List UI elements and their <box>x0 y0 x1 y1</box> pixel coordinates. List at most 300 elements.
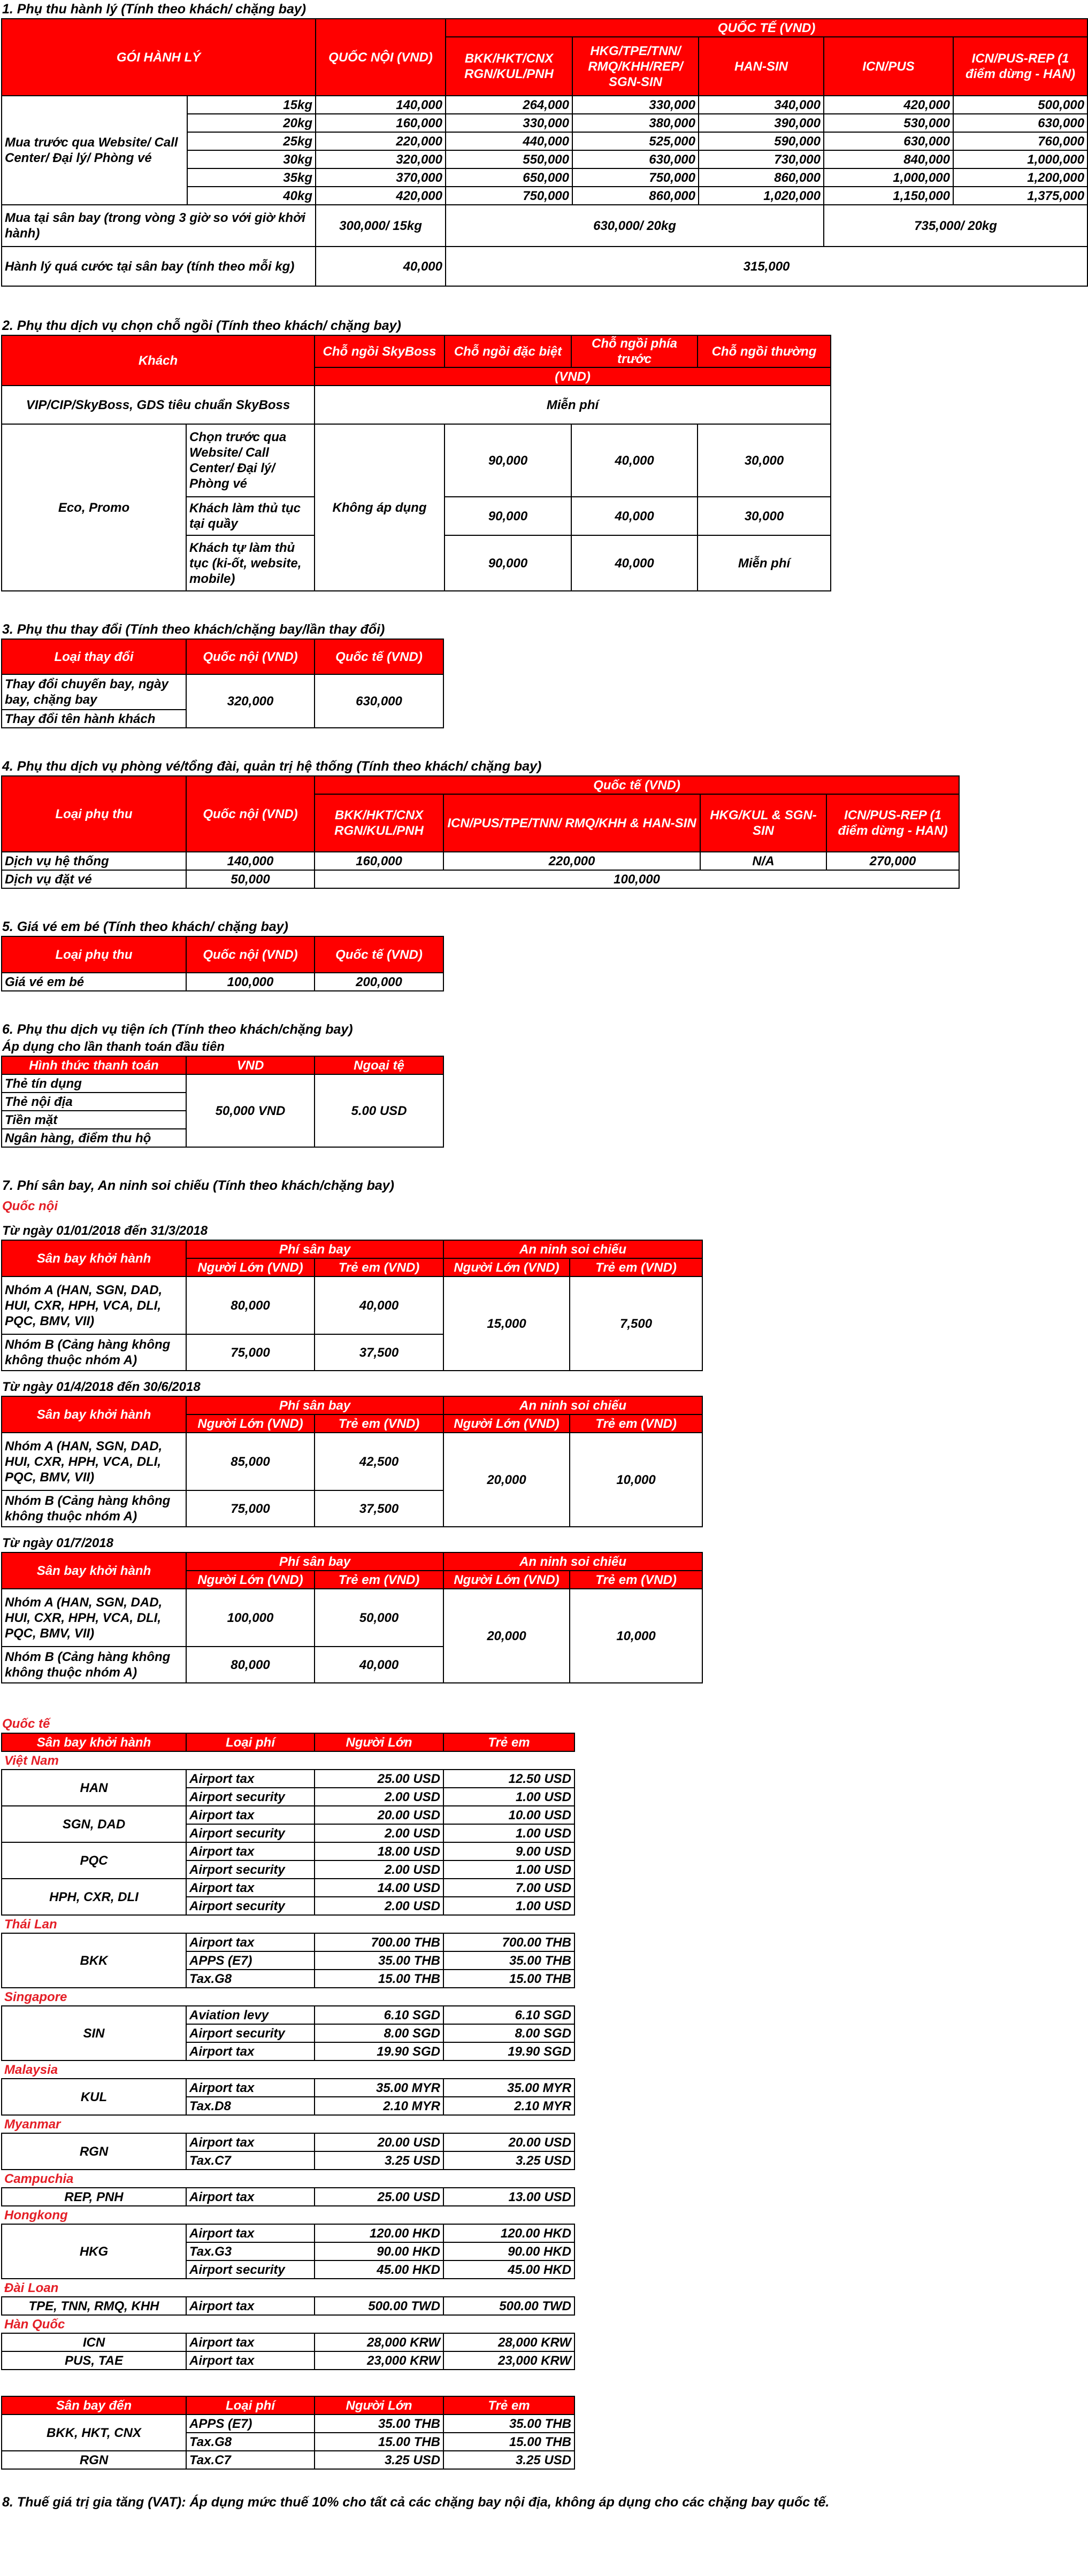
cell: 140,000 <box>316 96 446 114</box>
cell: 23,000 KRW <box>443 2351 574 2370</box>
row-label: Eco, Promo <box>2 424 186 591</box>
row-label: Mua trước qua Website/ Call Center/ Đại lý/ Phòng vé <box>2 96 187 205</box>
fee-type: Tax.G8 <box>186 1970 315 1988</box>
airport-label: PUS, TAE <box>2 2351 186 2370</box>
airport-label: REP, PNH <box>2 2188 186 2206</box>
fee-type: Airport security <box>186 2260 315 2279</box>
cell: 730,000 <box>699 150 824 168</box>
country-group-row <box>2 1915 574 1933</box>
cell: 15.00 THB <box>315 2433 443 2451</box>
col-header: Trẻ em <box>443 2396 574 2414</box>
fee-type: Airport tax <box>186 2188 315 2206</box>
cell: 35.00 THB <box>315 2414 443 2433</box>
col-header: ICN/PUS-REP (1 điểm dừng - HAN) <box>953 37 1087 96</box>
table-row <box>2 1240 702 1258</box>
cell: 80,000 <box>186 1277 315 1334</box>
col-header: Chỗ ngồi phía trước <box>571 335 698 367</box>
section-infant <box>1 918 1088 991</box>
cell: 1,000,000 <box>953 150 1087 168</box>
cell: Không áp dụng <box>315 424 445 591</box>
cell: 40,000 <box>316 247 446 286</box>
cell: 500.00 TWD <box>443 2297 574 2315</box>
col-header: HAN-SIN <box>699 37 824 96</box>
cell: 18.00 USD <box>315 1842 443 1860</box>
table-row <box>2 2079 574 2097</box>
fee-type: Airport security <box>186 1860 315 1879</box>
col-header: Người Lớn (VND) <box>443 1571 570 1589</box>
col-header: HKG/TPE/TNN/ RMQ/KHH/REP/ SGN-SIN <box>572 37 699 96</box>
airport-label: BKK, HKT, CNX <box>2 2414 186 2451</box>
fee-type: APPS (E7) <box>186 2414 315 2433</box>
row-label: 35kg <box>187 168 316 187</box>
cell: 80,000 <box>186 1647 315 1683</box>
country-group-row <box>2 1988 574 2006</box>
cell: 28,000 KRW <box>443 2333 574 2351</box>
cell: 40,000 <box>571 424 698 497</box>
col-header: Trẻ em <box>443 1733 574 1751</box>
cell: 15,000 <box>443 1277 570 1371</box>
cell: 37,500 <box>315 1334 443 1371</box>
fee-type: Tax.G3 <box>186 2242 315 2260</box>
cell: 220,000 <box>316 132 446 150</box>
cell: Miễn phí <box>315 386 831 424</box>
section-title: 8. Thuế giá trị gia tăng (VAT): Áp dụng mức thuế 10% cho tất cả các chặng bay nội địa, không áp dụng cho các chặng bay quốc tế. <box>2 2495 830 2510</box>
row-label: 40kg <box>187 187 316 205</box>
country-group-row <box>2 2060 574 2079</box>
country-label: Hàn Quốc <box>2 2315 574 2333</box>
cell: 85,000 <box>186 1433 315 1490</box>
row-label: Thay đổi tên hành khách <box>2 710 186 728</box>
cell: 10,000 <box>570 1589 702 1683</box>
col-header: Trẻ em (VND) <box>570 1571 702 1589</box>
international-label: Quốc tế <box>2 1717 50 1731</box>
col-header: Chỗ ngồi thường <box>698 335 831 367</box>
cell: 12.50 USD <box>443 1770 574 1788</box>
col-header: ICN/PUS/TPE/TNN/ RMQ/KHH & HAN-SIN <box>443 794 700 852</box>
fee-type: Airport tax <box>186 1770 315 1788</box>
airport-label: PQC <box>2 1842 186 1879</box>
cell: 120.00 HKD <box>315 2224 443 2242</box>
country-label: Hongkong <box>2 2206 574 2224</box>
section-change <box>1 620 1088 728</box>
cell: 35.00 THB <box>443 1951 574 1970</box>
cell: 1,000,000 <box>824 168 953 187</box>
col-header: Quốc nội (VND) <box>186 776 315 852</box>
cell: 90,000 <box>445 497 571 535</box>
cell: 160,000 <box>316 114 446 132</box>
country-group-row <box>2 2206 574 2224</box>
table-row <box>2 2297 574 2315</box>
country-group-row <box>2 2315 574 2333</box>
domestic-fee-table <box>1 1240 703 1371</box>
col-header: An ninh soi chiếu <box>443 1240 702 1258</box>
cell: 390,000 <box>699 114 824 132</box>
cell: 270,000 <box>826 852 959 870</box>
cell: 420,000 <box>316 187 446 205</box>
table-row <box>2 1842 574 1860</box>
col-header: HKG/KUL & SGN-SIN <box>700 794 826 852</box>
fee-type: Airport tax <box>186 2224 315 2242</box>
cell: N/A <box>700 852 826 870</box>
baggage-table <box>1 18 1088 287</box>
country-group-row <box>2 2170 574 2188</box>
col-header: Quốc tế (VND) <box>315 776 959 794</box>
table-row <box>2 1433 702 1490</box>
row-label: Nhóm A (HAN, SGN, DAD, HUI, CXR, HPH, VCA, DLI, PQC, BMV, VII) <box>2 1589 186 1647</box>
cell: 6.10 SGD <box>315 2006 443 2024</box>
period-label: Từ ngày 01/7/2018 <box>2 1536 113 1550</box>
fee-type: Tax.C7 <box>186 2451 315 2469</box>
cell: 45.00 HKD <box>315 2260 443 2279</box>
cell: 35.00 MYR <box>315 2079 443 2097</box>
country-label: Myanmar <box>2 2115 574 2133</box>
cell: 30,000 <box>698 424 831 497</box>
cell: 7.00 USD <box>443 1879 574 1897</box>
cell: 90.00 HKD <box>443 2242 574 2260</box>
cell: 20,000 <box>443 1433 570 1527</box>
fee-type: Airport security <box>186 2024 315 2042</box>
fee-type: Aviation levy <box>186 2006 315 2024</box>
fee-type: Airport tax <box>186 2042 315 2060</box>
cell: 320,000 <box>316 150 446 168</box>
country-label: Malaysia <box>2 2060 574 2079</box>
col-header: Trẻ em (VND) <box>570 1258 702 1277</box>
col-header: Phí sân bay <box>186 1240 443 1258</box>
cell: 2.00 USD <box>315 1860 443 1879</box>
cell: 20,000 <box>443 1589 570 1683</box>
col-header: Người Lớn <box>315 1733 443 1751</box>
table-row <box>2 1277 702 1334</box>
table-row <box>2 2133 574 2151</box>
row-label: Nhóm B (Cảng hàng không không thuộc nhóm A) <box>2 1647 186 1683</box>
col-header: Loại thay đổi <box>2 639 186 674</box>
infant-table <box>1 936 444 991</box>
table-row <box>2 2224 574 2242</box>
cell: 10,000 <box>570 1433 702 1527</box>
cell: 9.00 USD <box>443 1842 574 1860</box>
section-service <box>1 757 1088 889</box>
row-label: Khách tự làm thủ tục (ki-ốt, website, mobile) <box>186 535 315 591</box>
col-header: Người Lớn <box>315 2396 443 2414</box>
col-header: Quốc tế (VND) <box>315 936 443 973</box>
arrival-fee-table <box>1 2396 575 2470</box>
table-row <box>2 1806 574 1824</box>
airport-label: RGN <box>2 2133 186 2170</box>
col-header: Người Lớn (VND) <box>443 1414 570 1433</box>
cell: 1,020,000 <box>699 187 824 205</box>
cell: Miễn phí <box>698 535 831 591</box>
cell: 200,000 <box>315 973 443 991</box>
cell: 1,200,000 <box>953 168 1087 187</box>
row-label: Nhóm A (HAN, SGN, DAD, HUI, CXR, HPH, VCA, DLI, PQC, BMV, VII) <box>2 1277 186 1334</box>
row-label: Dịch vụ đặt vé <box>2 870 186 888</box>
cell: 700.00 THB <box>443 1933 574 1951</box>
cell: 25.00 USD <box>315 2188 443 2206</box>
cell: 120.00 HKD <box>443 2224 574 2242</box>
cell: 750,000 <box>446 187 572 205</box>
table-row <box>2 2451 574 2469</box>
row-label: Nhóm A (HAN, SGN, DAD, HUI, CXR, HPH, VCA, DLI, PQC, BMV, VII) <box>2 1433 186 1490</box>
cell: 1.00 USD <box>443 1824 574 1842</box>
cell: 40,000 <box>571 497 698 535</box>
table-row <box>2 1879 574 1897</box>
cell: 50,000 VND <box>186 1074 315 1147</box>
cell: 15.00 THB <box>443 1970 574 1988</box>
section-baggage <box>1 0 1088 287</box>
row-label: 25kg <box>187 132 316 150</box>
cell: 23,000 KRW <box>315 2351 443 2370</box>
cell: 8.00 SGD <box>315 2024 443 2042</box>
section-seat <box>1 317 1088 591</box>
row-label: 30kg <box>187 150 316 168</box>
cell: 8.00 SGD <box>443 2024 574 2042</box>
col-header: Loại phụ thu <box>2 936 186 973</box>
cell: 315,000 <box>446 247 1087 286</box>
cell: 630,000 <box>824 132 953 150</box>
country-label: Campuchia <box>2 2170 574 2188</box>
row-label: Dịch vụ hệ thống <box>2 852 186 870</box>
row-label: Nhóm B (Cảng hàng không không thuộc nhóm A) <box>2 1490 186 1527</box>
cell: 630,000/ 20kg <box>446 205 824 247</box>
airport-label: TPE, TNN, RMQ, KHH <box>2 2297 186 2315</box>
section-title: 3. Phụ thu thay đổi (Tính theo khách/chặng bay/lần thay đổi) <box>2 622 385 637</box>
section-title: 2. Phụ thu dịch vụ chọn chỗ ngồi (Tính theo khách/ chặng bay) <box>2 318 401 333</box>
cell: 15.00 THB <box>443 2433 574 2451</box>
cell: 50,000 <box>315 1589 443 1647</box>
cell: 500,000 <box>953 96 1087 114</box>
cell: 45.00 HKD <box>443 2260 574 2279</box>
cell: 530,000 <box>824 114 953 132</box>
cell: 15.00 THB <box>315 1970 443 1988</box>
row-label: Chọn trước qua Website/ Call Center/ Đại lý/ Phòng vé <box>186 424 315 497</box>
row-label: Ngân hàng, điểm thu hộ <box>2 1129 186 1147</box>
cell: 590,000 <box>699 132 824 150</box>
table-row <box>2 2333 574 2351</box>
col-header: VND <box>186 1056 315 1074</box>
cell: 35.00 THB <box>443 2414 574 2433</box>
cell: 42,500 <box>315 1433 443 1490</box>
cell: 370,000 <box>316 168 446 187</box>
intl-fee-table <box>1 1733 575 2370</box>
cell: 100,000 <box>186 1589 315 1647</box>
cell: 860,000 <box>699 168 824 187</box>
domestic-fee-table <box>1 1552 703 1683</box>
cell: 2.10 MYR <box>443 2097 574 2115</box>
cell: 28,000 KRW <box>315 2333 443 2351</box>
cell: 140,000 <box>186 852 315 870</box>
section-note: Áp dụng cho lần thanh toán đầu tiên <box>2 1040 225 1054</box>
col-header: Loại phí <box>186 1733 315 1751</box>
cell: 30,000 <box>698 497 831 535</box>
fee-type: Airport tax <box>186 2351 315 2370</box>
cell: 35.00 MYR <box>443 2079 574 2097</box>
cell: 300,000/ 15kg <box>316 205 446 247</box>
country-label: Việt Nam <box>2 1751 574 1770</box>
cell: 6.10 SGD <box>443 2006 574 2024</box>
section-title: 1. Phụ thu hành lý (Tính theo khách/ chặng bay) <box>2 2 307 17</box>
cell: 340,000 <box>699 96 824 114</box>
row-label: Nhóm B (Cảng hàng không không thuộc nhóm A) <box>2 1334 186 1371</box>
cell: 525,000 <box>572 132 699 150</box>
cell: 650,000 <box>446 168 572 187</box>
col-header: Người Lớn (VND) <box>186 1414 315 1433</box>
cell: 860,000 <box>572 187 699 205</box>
col-header: Sân bay khởi hành <box>2 1552 186 1589</box>
col-header: BKK/HKT/CNX RGN/KUL/PNH <box>315 794 443 852</box>
fee-type: Airport tax <box>186 2297 315 2315</box>
cell: 630,000 <box>315 674 443 728</box>
fee-type: Tax.C7 <box>186 2151 315 2170</box>
col-header: (VND) <box>315 367 831 386</box>
cell: 37,500 <box>315 1490 443 1527</box>
col-header: ICN/PUS-REP (1 điểm dừng - HAN) <box>826 794 959 852</box>
cell: 1.00 USD <box>443 1788 574 1806</box>
col-header: QUỐC NỘI (VND) <box>316 19 446 96</box>
airport-label: KUL <box>2 2079 186 2115</box>
table-row <box>2 1589 702 1647</box>
fee-type: Airport tax <box>186 2079 315 2097</box>
row-label: Thẻ nội địa <box>2 1093 186 1111</box>
section-airport-fees <box>1 1176 1088 2470</box>
country-label: Thái Lan <box>2 1915 574 1933</box>
col-header: Khách <box>2 335 315 386</box>
col-header: ICN/PUS <box>824 37 953 96</box>
cell: 90,000 <box>445 424 571 497</box>
cell: 100,000 <box>186 973 315 991</box>
fee-type: Airport tax <box>186 1806 315 1824</box>
col-header: BKK/HKT/CNX RGN/KUL/PNH <box>446 37 572 96</box>
col-header: An ninh soi chiếu <box>443 1396 702 1414</box>
col-header: Người Lớn (VND) <box>186 1571 315 1589</box>
cell: 760,000 <box>953 132 1087 150</box>
fee-type: Airport security <box>186 1897 315 1915</box>
col-header: Người Lớn (VND) <box>186 1258 315 1277</box>
cell: 19.90 SGD <box>315 2042 443 2060</box>
cell: 380,000 <box>572 114 699 132</box>
airport-label: HPH, CXR, DLI <box>2 1879 186 1915</box>
fee-type: Airport tax <box>186 1879 315 1897</box>
airport-label: BKK <box>2 1933 186 1988</box>
table-row <box>2 2188 574 2206</box>
section-title: 5. Giá vé em bé (Tính theo khách/ chặng bay) <box>2 919 288 934</box>
cell: 20.00 USD <box>315 1806 443 1824</box>
fee-type: Airport tax <box>186 1842 315 1860</box>
cell: 420,000 <box>824 96 953 114</box>
cell: 1.00 USD <box>443 1897 574 1915</box>
col-header: Phí sân bay <box>186 1552 443 1571</box>
col-header: Người Lớn (VND) <box>443 1258 570 1277</box>
country-label: Singapore <box>2 1988 574 2006</box>
table-row <box>2 2351 574 2370</box>
col-header: Loại phí <box>186 2396 315 2414</box>
cell: 20.00 USD <box>315 2133 443 2151</box>
airport-label: HAN <box>2 1770 186 1806</box>
col-header: Trẻ em (VND) <box>570 1414 702 1433</box>
cell: 630,000 <box>572 150 699 168</box>
cell: 20.00 USD <box>443 2133 574 2151</box>
row-label: Giá vé em bé <box>2 973 186 991</box>
cell: 750,000 <box>572 168 699 187</box>
cell: 40,000 <box>315 1647 443 1683</box>
row-label: Thay đổi chuyến bay, ngày bay, chặng bay <box>2 674 186 710</box>
col-header: Sân bay đến <box>2 2396 186 2414</box>
airport-label: HKG <box>2 2224 186 2279</box>
cell: 220,000 <box>443 852 700 870</box>
cell: 13.00 USD <box>443 2188 574 2206</box>
cell: 320,000 <box>186 674 315 728</box>
cell: 1.00 USD <box>443 1860 574 1879</box>
table-row <box>2 2006 574 2024</box>
row-label: Hành lý quá cước tại sân bay (tính theo mỗi kg) <box>2 247 316 286</box>
country-group-row <box>2 2279 574 2297</box>
country-group-row <box>2 2115 574 2133</box>
cell: 5.00 USD <box>315 1074 443 1147</box>
col-header: Quốc nội (VND) <box>186 639 315 674</box>
fee-type: Tax.D8 <box>186 2097 315 2115</box>
domestic-label: Quốc nội <box>2 1199 58 1213</box>
row-label: Thẻ tín dụng <box>2 1074 186 1093</box>
change-table <box>1 639 444 728</box>
cell: 50,000 <box>186 870 315 888</box>
col-header: Chỗ ngồi SkyBoss <box>315 335 445 367</box>
col-header: Trẻ em (VND) <box>315 1258 443 1277</box>
period-label: Từ ngày 01/4/2018 đến 30/6/2018 <box>2 1380 201 1394</box>
cell: 75,000 <box>186 1490 315 1527</box>
table-row <box>2 2414 574 2433</box>
col-header: Loại phụ thu <box>2 776 186 852</box>
cell: 19.90 SGD <box>443 2042 574 2060</box>
cell: 10.00 USD <box>443 1806 574 1824</box>
cell: 40,000 <box>315 1277 443 1334</box>
airport-label: RGN <box>2 2451 186 2469</box>
col-header: Hình thức thanh toán <box>2 1056 186 1074</box>
col-header: GÓI HÀNH LÝ <box>2 19 316 96</box>
cell: 14.00 USD <box>315 1879 443 1897</box>
cell: 3.25 USD <box>443 2151 574 2170</box>
cell: 3.25 USD <box>315 2451 443 2469</box>
cell: 3.25 USD <box>315 2151 443 2170</box>
table-row <box>2 1933 574 1951</box>
section-utility <box>1 1020 1088 1148</box>
cell: 2.00 USD <box>315 1788 443 1806</box>
airport-label: SGN, DAD <box>2 1806 186 1842</box>
table-row <box>2 1552 702 1571</box>
section-title: 7. Phí sân bay, An ninh soi chiếu (Tính theo khách/chặng bay) <box>2 1178 394 1193</box>
fee-type: Airport tax <box>186 2333 315 2351</box>
col-header: Trẻ em (VND) <box>315 1571 443 1589</box>
col-header: Sân bay khởi hành <box>2 1396 186 1433</box>
cell: 35.00 THB <box>315 1951 443 1970</box>
period-label: Từ ngày 01/01/2018 đến 31/3/2018 <box>2 1224 208 1238</box>
cell: 7,500 <box>570 1277 702 1371</box>
table-row <box>2 1396 702 1414</box>
cell: 1,150,000 <box>824 187 953 205</box>
col-header: Trẻ em (VND) <box>315 1414 443 1433</box>
col-header: An ninh soi chiếu <box>443 1552 702 1571</box>
cell: 100,000 <box>315 870 959 888</box>
cell: 264,000 <box>446 96 572 114</box>
cell: 90,000 <box>445 535 571 591</box>
utility-table <box>1 1056 444 1148</box>
cell: 75,000 <box>186 1334 315 1371</box>
fee-type: Airport tax <box>186 1933 315 1951</box>
cell: 40,000 <box>571 535 698 591</box>
row-label: 15kg <box>187 96 316 114</box>
airport-label: ICN <box>2 2333 186 2351</box>
country-group-row <box>2 1751 574 1770</box>
fee-type: Airport security <box>186 1824 315 1842</box>
cell: 550,000 <box>446 150 572 168</box>
